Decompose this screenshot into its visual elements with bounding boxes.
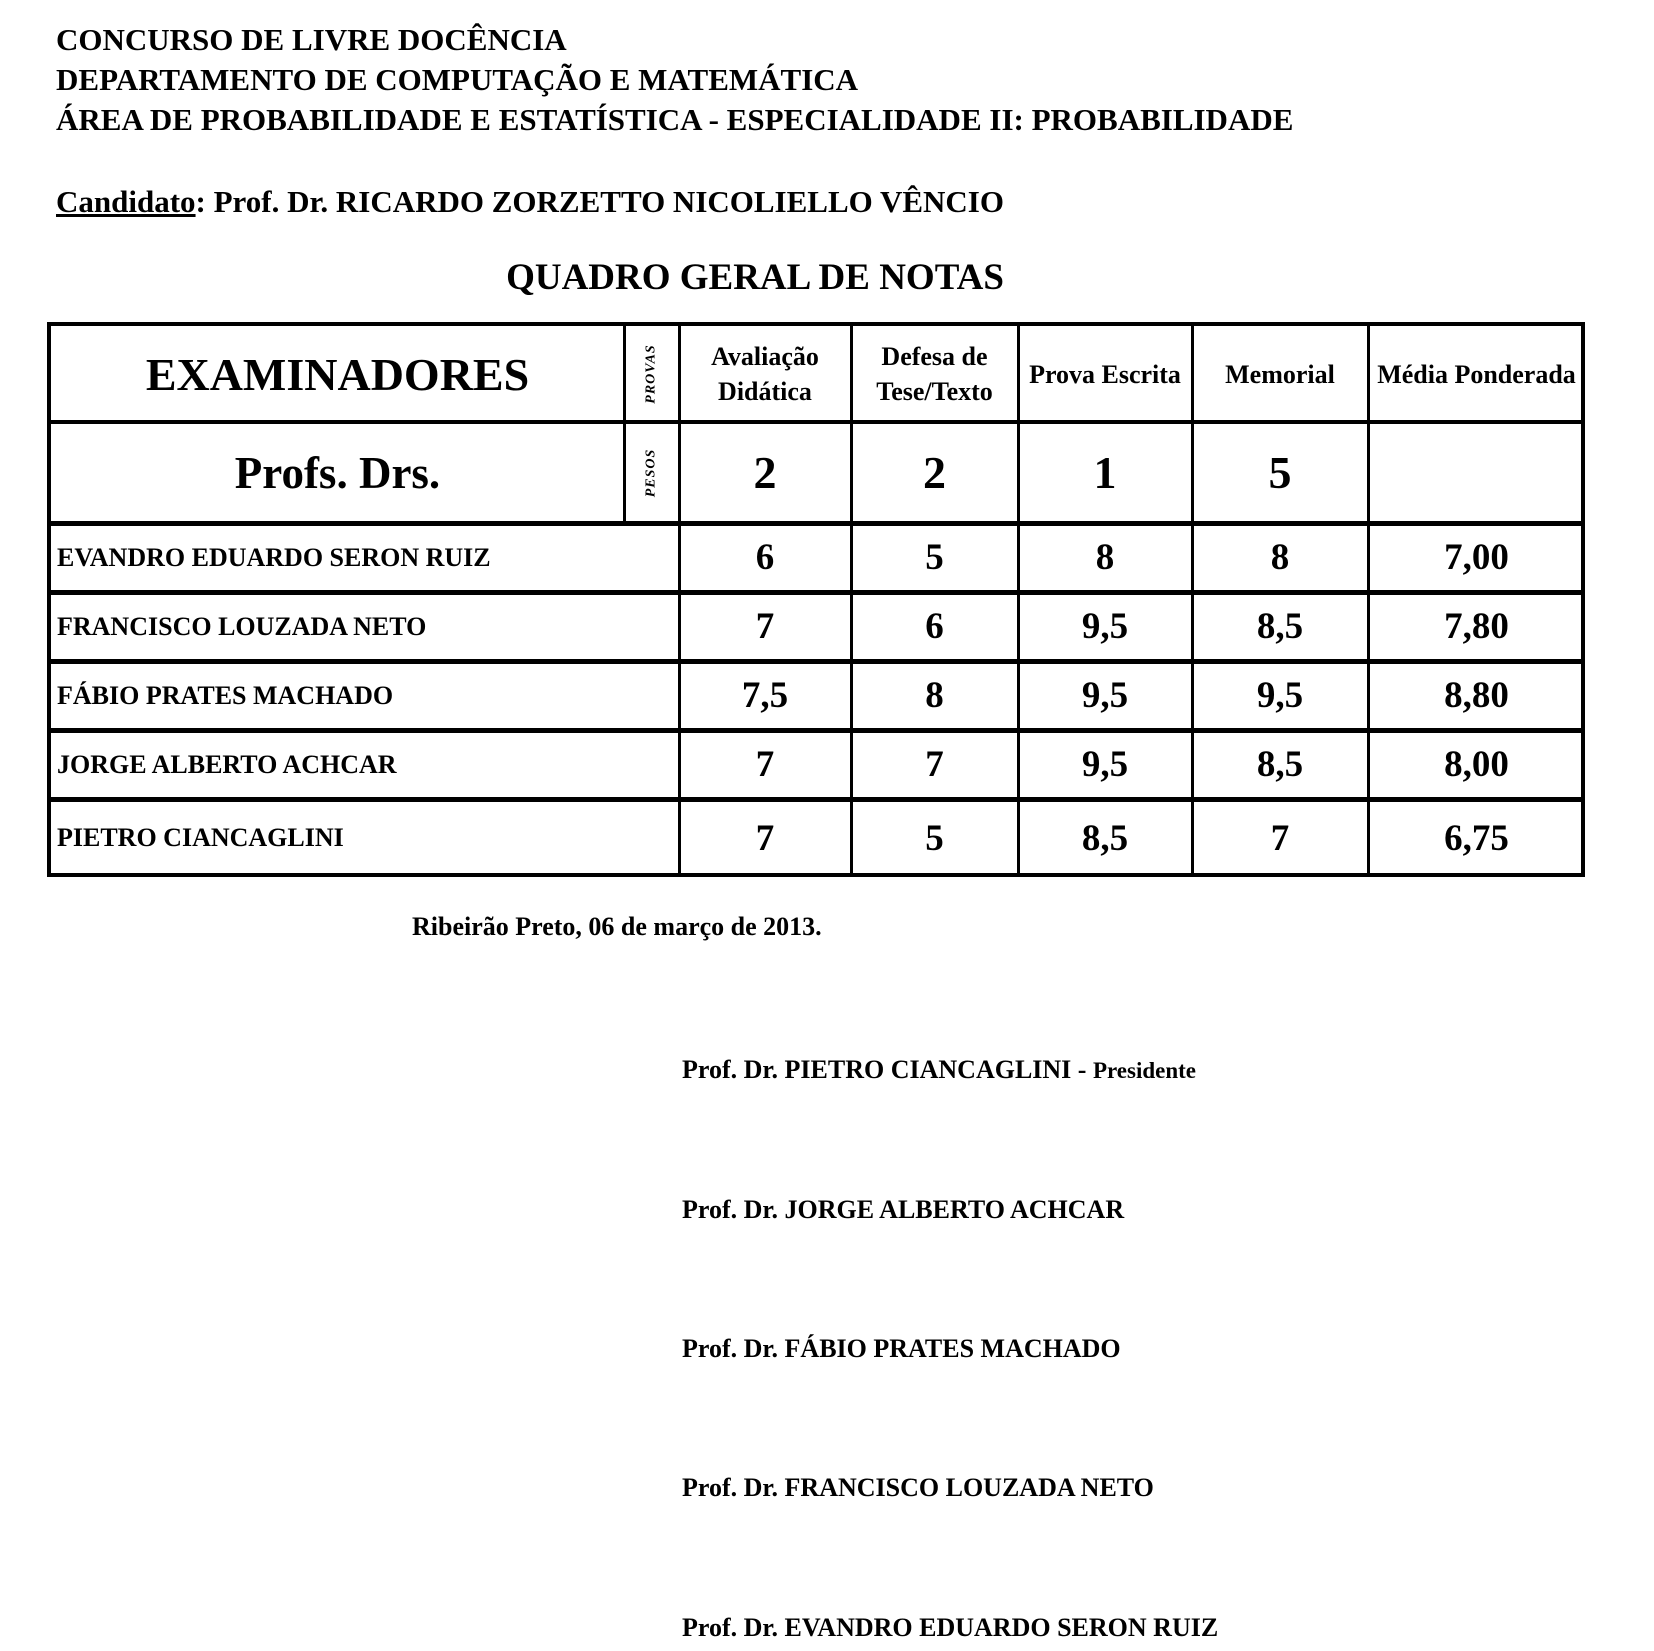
column-header: Defesa de Tese/Texto (876, 342, 993, 406)
column-header: Média Ponderada (1377, 359, 1576, 389)
grades-table (47, 322, 1585, 877)
column-header: Memorial (1225, 359, 1335, 389)
signature-line (682, 1334, 1121, 1364)
examiner-name: FÁBIO PRATES MACHADO (57, 680, 394, 710)
column-divider (1367, 326, 1370, 877)
score-cell: 9,5 (1256, 675, 1304, 716)
side-label-divider (623, 326, 626, 523)
score-cell: 7,00 (1444, 537, 1509, 578)
header-row-divider (51, 420, 1585, 424)
column-weight: 1 (1093, 447, 1117, 498)
row-divider (51, 590, 1585, 595)
score-cell: 8,5 (1256, 606, 1304, 647)
score-cell: 8 (1270, 537, 1290, 578)
name-column-divider (678, 326, 681, 877)
score-cell: 7 (755, 606, 775, 647)
column-weight: 2 (923, 447, 946, 498)
candidate-line (56, 184, 1004, 220)
score-cell: 8 (925, 675, 944, 716)
signatory-name: Prof. Dr. FÁBIO PRATES MACHADO (682, 1334, 1121, 1363)
examiner-name: FRANCISCO LOUZADA NETO (57, 611, 427, 641)
score-cell: 9,5 (1081, 675, 1129, 716)
score-cell: 5 (925, 537, 944, 578)
score-cell: 5 (925, 817, 944, 859)
examiner-name: EVANDRO EDUARDO SERON RUIZ (57, 542, 491, 572)
column-weight (1368, 422, 1585, 523)
score-cell: 8,00 (1444, 744, 1509, 785)
score-cell: 7 (925, 744, 944, 785)
signatory-name: Prof. Dr. PIETRO CIANCAGLINI - (682, 1055, 1093, 1084)
column-header: Avaliação Didática (711, 342, 819, 406)
score-cell: 7,5 (741, 675, 789, 716)
score-cell: 9,5 (1081, 744, 1129, 785)
score-cell: 7 (1270, 817, 1290, 859)
signatory-name: Prof. Dr. EVANDRO EDUARDO SERON RUIZ (682, 1613, 1219, 1642)
examiners-header: EXAMINADORES (145, 348, 530, 400)
header-line-3: ÁREA DE PROBABILIDADE E ESTATÍSTICA - ESPECIALIDADE II: PROBABILIDADE (56, 102, 1294, 137)
signature-line (682, 1613, 1218, 1643)
signatory-name: Prof. Dr. JORGE ALBERTO ACHCAR (682, 1195, 1125, 1224)
table-title: QUADRO GERAL DE NOTAS (506, 257, 1004, 298)
score-cell: 7 (755, 817, 775, 859)
examiner-name: PIETRO CIANCAGLINI (57, 823, 344, 852)
column-weight: 5 (1268, 447, 1292, 498)
examiner-name: JORGE ALBERTO ACHCAR (57, 749, 397, 779)
date-line: Ribeirão Preto, 06 de março de 2013. (412, 912, 822, 941)
provas-label-text: PROVAS (643, 344, 659, 404)
score-cell: 6 (755, 537, 775, 578)
pesos-label (624, 422, 679, 523)
profs-header: Profs. Drs. (234, 447, 441, 498)
column-weight: 2 (753, 447, 777, 498)
score-cell: 6 (925, 606, 944, 647)
candidate-label: Candidato (56, 184, 196, 219)
signatory-role: Presidente (1092, 1058, 1197, 1083)
column-divider (850, 326, 853, 877)
score-cell: 8,80 (1444, 675, 1509, 716)
row-divider (51, 728, 1585, 733)
score-cell: 7,80 (1444, 606, 1509, 647)
signature-line (682, 1055, 1196, 1085)
row-divider (51, 659, 1585, 664)
header-line-2: DEPARTAMENTO DE COMPUTAÇÃO E MATEMÁTICA (56, 62, 859, 97)
score-cell: 8,5 (1081, 817, 1129, 859)
score-cell: 6,75 (1444, 817, 1509, 859)
column-divider (1191, 326, 1194, 877)
score-cell: 9,5 (1081, 606, 1129, 647)
score-cell: 7 (755, 744, 775, 785)
column-divider (1017, 326, 1020, 877)
signatory-name: Prof. Dr. FRANCISCO LOUZADA NETO (682, 1473, 1154, 1502)
column-header: Prova Escrita (1029, 359, 1181, 389)
provas-label (624, 326, 679, 422)
score-cell: 8,5 (1256, 744, 1304, 785)
score-cell: 8 (1095, 537, 1115, 578)
signature-line (682, 1195, 1124, 1225)
candidate-name: : Prof. Dr. RICARDO ZORZETTO NICOLIELLO VÊNCIO (195, 184, 1004, 219)
signature-line (682, 1473, 1154, 1503)
row-divider (51, 797, 1585, 802)
header-bottom-divider (51, 521, 1585, 526)
pesos-label-text: PESOS (643, 448, 659, 497)
header-line-1: CONCURSO DE LIVRE DOCÊNCIA (56, 22, 567, 57)
